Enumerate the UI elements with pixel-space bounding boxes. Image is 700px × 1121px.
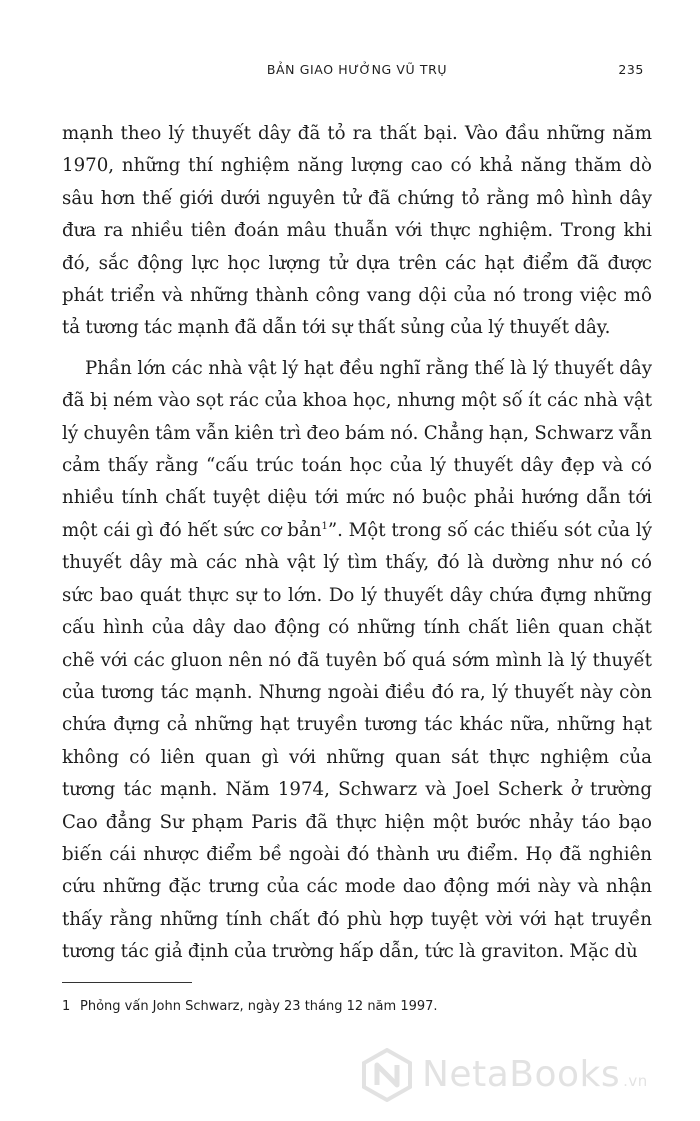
netabooks-logo-icon	[360, 1048, 414, 1102]
running-header	[62, 62, 652, 84]
paragraph-2	[62, 353, 652, 969]
footnote-divider	[62, 982, 192, 983]
paragraph-2-text-b: ”. Một trong số các thiếu sót của lý thuyết dây mà các nhà vật lý tìm thấy, đó là dường như nó có sức bao quát thực sự to lớn. Do lý thuyết dây chứa đựng những cấu hình của dây dao động có những tính chất liên quan chặt chẽ với các gluon nên nó đã tuyên bố quá sớm mình là lý thuyết của tương tác mạnh. Nhưng ngoài điều đó ra, lý thuyết này còn chứa đựng cả những hạt truyền tương tác khác nữa, những hạt không có liên quan gì với những quan sát thực nghiệm của tương tác mạnh. Năm 1974, Schwarz và Joel Scherk ở trường Cao đẳng Sư phạm Paris đã thực hiện một bước nhảy táo bạo biến cái nhược điểm bề ngoài đó thành ưu điểm. Họ đã nghiên cứu những đặc trưng của các mode dao động mới này và nhận thấy rằng những tính chất đó phù hợp tuyệt vời với hạt truyền tương tác giả định của trường hấp dẫn, tức là graviton. Mặc dù	[62, 519, 652, 963]
paragraph-2-text-a: Phần lớn các nhà vật lý hạt đều nghĩ rằng thế là lý thuyết dây đã bị ném vào sọt rác của khoa học, nhưng một số ít các nhà vật lý chuyên tâm vẫn kiên trì đeo bám nó. Chẳng hạn, Schwarz vẫn cảm thấy rằng “cấu trúc toán học của lý thuyết dây đẹp và có nhiều tính chất tuyệt diệu tới mức nó buộc phải hướng dẫn tới một cái gì đó hết sức cơ bản	[62, 357, 652, 541]
watermark	[360, 1048, 690, 1102]
footnote	[62, 998, 652, 1016]
body-text	[62, 118, 652, 969]
watermark-suffix: .vn	[623, 1072, 648, 1090]
watermark-text	[422, 1054, 648, 1095]
page-number: 235	[618, 62, 644, 77]
footnote-ref: 1	[321, 520, 328, 532]
watermark-brand: NetaBooks	[422, 1054, 621, 1095]
footnote-number: 1	[62, 999, 71, 1014]
footnote-text: Phỏng vấn John Schwarz, ngày 23 tháng 12 năm 1997.	[80, 999, 438, 1014]
running-title: BẢN GIAO HƯỞNG VŨ TRỤ	[266, 62, 448, 77]
paragraph-1: mạnh theo lý thuyết dây đã tỏ ra thất bại. Vào đầu những năm 1970, những thí nghiệm năng lượng cao có khả năng thăm dò sâu hơn thế giới dưới nguyên tử đã chứng tỏ rằng mô hình dây đưa ra nhiều tiên đoán mâu thuẫn với thực nghiệm. Trong khi đó, sắc động lực học lượng tử dựa trên các hạt điểm đã được phát triển và những thành công vang dội của nó trong việc mô tả tương tác mạnh đã dẫn tới sự thất sủng của lý thuyết dây.	[62, 123, 652, 339]
